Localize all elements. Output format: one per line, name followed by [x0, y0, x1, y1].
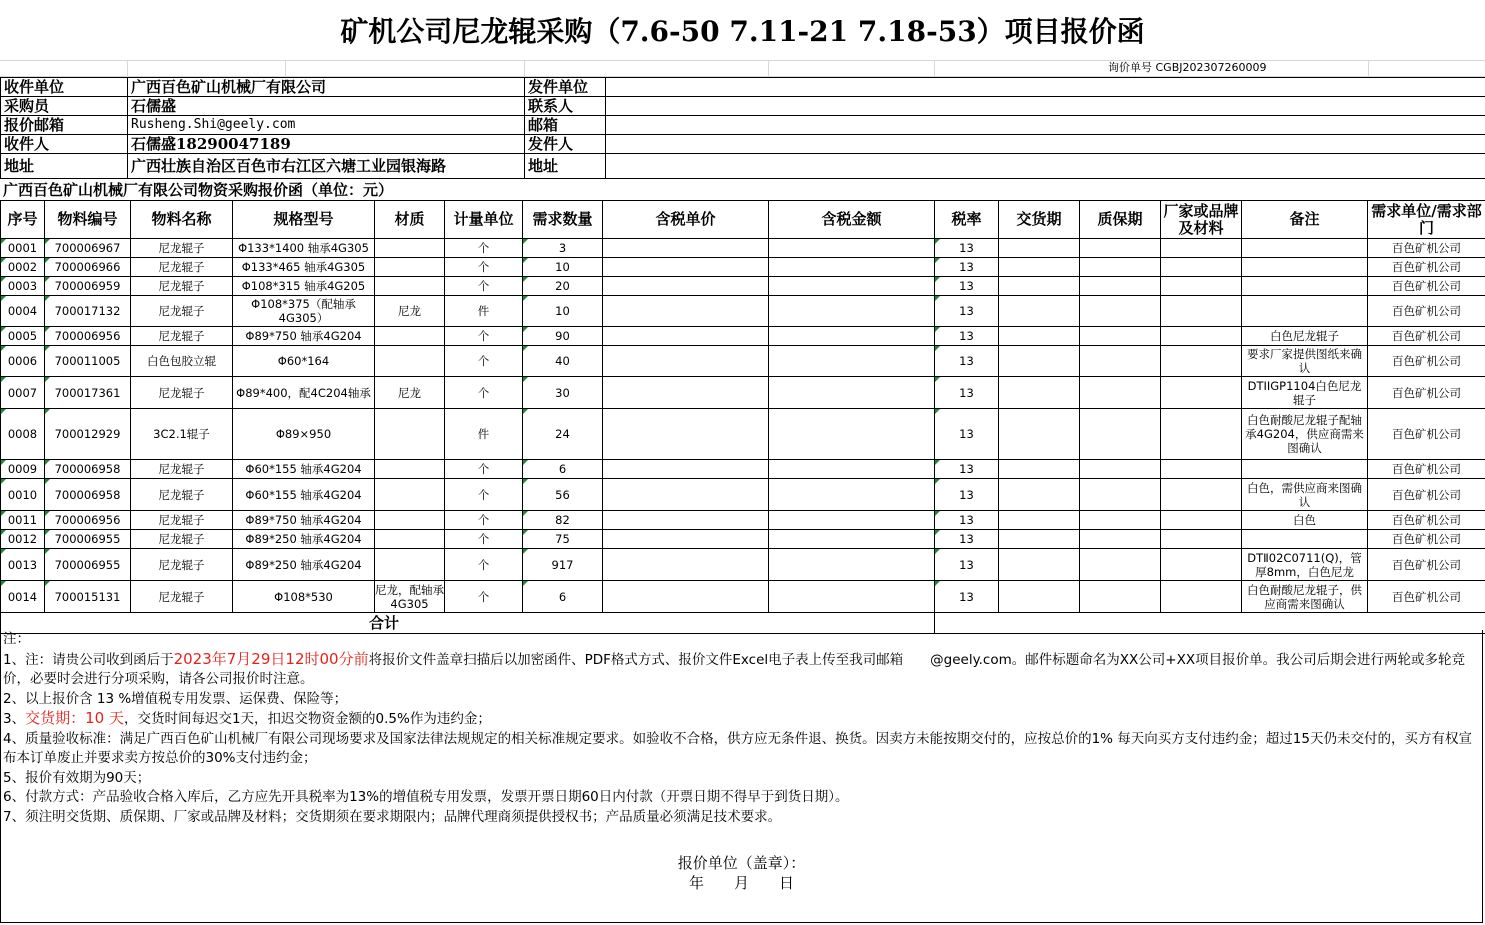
table-cell [1242, 277, 1368, 296]
table-cell [375, 277, 445, 296]
table-cell: 13 [935, 479, 999, 511]
table-cell: 百色矿机公司 [1368, 377, 1485, 409]
header-label: 发件单位 [525, 78, 606, 97]
table-cell: 13 [935, 511, 999, 530]
table-cell: 个 [445, 327, 523, 346]
table-cell: 0002 [1, 258, 45, 277]
table-cell: 尼龙辊子 [131, 581, 233, 613]
table-cell: 百色矿机公司 [1368, 530, 1485, 549]
table-cell: 个 [445, 277, 523, 296]
table-cell[interactable] [999, 346, 1080, 377]
table-cell: Φ60*164 [233, 346, 375, 377]
table-cell [375, 239, 445, 258]
table-cell: 0009 [1, 460, 45, 479]
header-label: 联系人 [525, 97, 606, 116]
table-cell: DTⅡ02C0711(Q)，管厚8mm，白色尼龙 [1242, 549, 1368, 581]
table-cell: 个 [445, 581, 523, 613]
column-header: 含税单价 [603, 201, 769, 239]
table-cell: 白色，需供应商来图确认 [1242, 479, 1368, 511]
header-label: 地址 [1, 154, 128, 179]
table-cell: 百色矿机公司 [1368, 296, 1485, 327]
table-cell: 700006955 [45, 549, 131, 581]
table-cell: 13 [935, 409, 999, 460]
table-cell[interactable] [1080, 479, 1161, 511]
table-cell[interactable] [1080, 239, 1161, 258]
table-row [1, 327, 1485, 346]
table-row [1, 296, 1485, 327]
table-cell[interactable] [603, 296, 769, 327]
table-cell[interactable] [603, 549, 769, 581]
column-header: 物料编号 [45, 201, 131, 239]
table-cell[interactable] [1161, 277, 1242, 296]
header-value[interactable]: 广西壮族自治区百色市右江区六塘工业园银海路 [128, 154, 525, 179]
table-row [1, 346, 1485, 377]
table-cell: 30 [523, 377, 603, 409]
column-header: 序号 [1, 201, 45, 239]
table-cell[interactable] [1080, 549, 1161, 581]
column-header: 税率 [935, 201, 999, 239]
table-cell: 13 [935, 346, 999, 377]
table-cell: 白色包胶立辊 [131, 346, 233, 377]
table-row [1, 479, 1485, 511]
table-cell[interactable] [1161, 581, 1242, 613]
table-cell: 40 [523, 346, 603, 377]
table-cell[interactable] [1080, 530, 1161, 549]
table-cell: Φ108*375（配轴承4G305） [233, 296, 375, 327]
table-cell: 尼龙辊子 [131, 327, 233, 346]
table-cell: 百色矿机公司 [1368, 549, 1485, 581]
table-cell: 0006 [1, 346, 45, 377]
table-cell[interactable] [999, 581, 1080, 613]
table-cell: 0008 [1, 409, 45, 460]
table-cell [375, 549, 445, 581]
table-cell[interactable] [603, 258, 769, 277]
table-cell [375, 479, 445, 511]
signature-block [3, 853, 1480, 893]
header-label: 收件单位 [1, 78, 128, 97]
table-cell[interactable] [1080, 460, 1161, 479]
table-cell [375, 460, 445, 479]
header-label: 收件人 [1, 135, 128, 154]
table-cell: Φ89*750 轴承4G204 [233, 327, 375, 346]
table-cell: 0014 [1, 581, 45, 613]
table-cell: 24 [523, 409, 603, 460]
table-cell[interactable] [1080, 581, 1161, 613]
header-value[interactable]: 石儒盛 [128, 97, 525, 116]
table-cell: 尼龙辊子 [131, 296, 233, 327]
table-cell: 82 [523, 511, 603, 530]
table-cell[interactable] [999, 479, 1080, 511]
table-cell: Φ108*315 轴承4G205 [233, 277, 375, 296]
table-cell: 个 [445, 460, 523, 479]
table-cell: Φ133*465 轴承4G305 [233, 258, 375, 277]
table-cell: 0004 [1, 296, 45, 327]
table-cell[interactable] [999, 460, 1080, 479]
table-cell: 0007 [1, 377, 45, 409]
column-header: 质保期 [1080, 201, 1161, 239]
table-cell[interactable] [1080, 296, 1161, 327]
table-cell: 700017361 [45, 377, 131, 409]
table-cell: 个 [445, 377, 523, 409]
table-cell: 0013 [1, 549, 45, 581]
table-cell: 700006958 [45, 479, 131, 511]
table-cell[interactable] [769, 277, 935, 296]
header-value[interactable] [606, 116, 1485, 135]
table-cell: 700017132 [45, 296, 131, 327]
inquiry-number [1108, 60, 1266, 76]
header-info-table [0, 77, 1485, 179]
table-cell: Φ60*155 轴承4G204 [233, 479, 375, 511]
column-header: 计量单位 [445, 201, 523, 239]
table-cell: 75 [523, 530, 603, 549]
note-3: 3、交货期：10 天，交货时间每迟交1天，扣迟交物资金额的0.5%作为违约金； [3, 709, 491, 727]
table-cell [375, 258, 445, 277]
header-value[interactable] [606, 78, 1485, 97]
header-value[interactable]: 石儒盛18290047189 [128, 135, 525, 154]
table-cell[interactable] [769, 239, 935, 258]
table-cell[interactable] [603, 479, 769, 511]
table-cell: 0010 [1, 479, 45, 511]
table-cell[interactable] [1080, 346, 1161, 377]
table-cell: 13 [935, 327, 999, 346]
page-title: 矿机公司尼龙辊采购（7.6-50 7.11-21 7.18-53）项目报价函 [0, 0, 1485, 61]
table-cell[interactable] [999, 258, 1080, 277]
table-cell[interactable] [1080, 511, 1161, 530]
table-cell[interactable] [999, 377, 1080, 409]
note-5: 5、报价有效期为90天； [3, 769, 151, 786]
table-cell: 白色 [1242, 511, 1368, 530]
inquiry-value: CGBJ202307260009 [1155, 61, 1267, 74]
header-value[interactable]: 广西百色矿山机械厂有限公司 [128, 78, 525, 97]
table-cell [1242, 239, 1368, 258]
header-value[interactable] [606, 154, 1485, 179]
table-cell [375, 530, 445, 549]
table-cell: 700006966 [45, 258, 131, 277]
table-cell[interactable] [603, 460, 769, 479]
table-cell: Φ89*250 轴承4G204 [233, 530, 375, 549]
table-cell[interactable] [769, 460, 935, 479]
table-cell: Φ60*155 轴承4G204 [233, 460, 375, 479]
header-label: 发件人 [525, 135, 606, 154]
column-header: 需求单位/需求部门 [1368, 201, 1485, 239]
table-cell[interactable] [769, 581, 935, 613]
table-row [1, 460, 1485, 479]
table-row [1, 377, 1485, 409]
table-cell: 6 [523, 460, 603, 479]
table-cell: 百色矿机公司 [1368, 277, 1485, 296]
table-cell: 700006959 [45, 277, 131, 296]
table-cell [1242, 296, 1368, 327]
table-cell[interactable] [1080, 327, 1161, 346]
table-cell: 13 [935, 258, 999, 277]
table-cell: 700012929 [45, 409, 131, 460]
table-cell: 尼龙 [375, 296, 445, 327]
table-cell: 0005 [1, 327, 45, 346]
table-cell[interactable] [603, 530, 769, 549]
table-row [1, 530, 1485, 549]
table-row [1, 511, 1485, 530]
table-cell: 尼龙辊子 [131, 530, 233, 549]
table-cell[interactable] [999, 511, 1080, 530]
table-row [1, 239, 1485, 258]
table-cell[interactable] [769, 346, 935, 377]
table-cell[interactable] [1161, 511, 1242, 530]
table-cell: 个 [445, 530, 523, 549]
note-2: 2、以上报价含 13 %增值税专用发票、运保费、保险等； [3, 690, 348, 707]
column-header: 物料名称 [131, 201, 233, 239]
table-cell[interactable] [603, 409, 769, 460]
table-cell: 尼龙辊子 [131, 549, 233, 581]
table-cell[interactable] [603, 346, 769, 377]
table-cell: 白色耐酸尼龙辊子配轴承4G204，供应商需来图确认 [1242, 409, 1368, 460]
table-cell[interactable] [999, 296, 1080, 327]
column-header: 交货期 [999, 201, 1080, 239]
table-cell[interactable] [769, 296, 935, 327]
table-cell: 百色矿机公司 [1368, 581, 1485, 613]
table-cell: 白色尼龙辊子 [1242, 327, 1368, 346]
table-cell[interactable] [1161, 327, 1242, 346]
header-row [1, 135, 1485, 154]
table-cell[interactable] [1161, 239, 1242, 258]
table-cell: 件 [445, 296, 523, 327]
table-cell: 20 [523, 277, 603, 296]
column-header: 需求数量 [523, 201, 603, 239]
table-subtitle: 广西百色矿山机械厂有限公司物资采购报价函（单位：元） [3, 181, 394, 199]
column-header: 含税金额 [769, 201, 935, 239]
table-cell: 百色矿机公司 [1368, 460, 1485, 479]
total-label: 合计 [1, 613, 935, 634]
header-row [1, 78, 1485, 97]
table-cell: 尼龙 [375, 377, 445, 409]
table-cell[interactable] [603, 327, 769, 346]
table-cell: 个 [445, 346, 523, 377]
table-cell[interactable] [1080, 377, 1161, 409]
table-cell[interactable] [769, 479, 935, 511]
table-cell: 尼龙辊子 [131, 479, 233, 511]
table-cell [1242, 460, 1368, 479]
table-cell[interactable] [769, 409, 935, 460]
table-cell: 尼龙辊子 [131, 511, 233, 530]
table-cell[interactable] [1080, 277, 1161, 296]
table-cell[interactable] [603, 377, 769, 409]
table-cell[interactable] [999, 530, 1080, 549]
table-cell[interactable] [603, 511, 769, 530]
header-label: 地址 [525, 154, 606, 179]
header-label: 采购员 [1, 97, 128, 116]
header-value[interactable] [606, 135, 1485, 154]
table-cell: 700006956 [45, 511, 131, 530]
table-cell [375, 409, 445, 460]
note-7: 7、须注明交货期、质保期、厂家或品牌及材料；交货期须在要求期限内；品牌代理商须提供授权书；产品质量必须满足技术要求。 [3, 808, 782, 825]
table-cell: 尼龙辊子 [131, 377, 233, 409]
table-cell [375, 511, 445, 530]
table-cell: 700006958 [45, 460, 131, 479]
header-value[interactable] [606, 97, 1485, 116]
table-cell: 0003 [1, 277, 45, 296]
table-cell: 700015131 [45, 581, 131, 613]
table-cell: 3C2.1辊子 [131, 409, 233, 460]
table-cell: 90 [523, 327, 603, 346]
table-cell: 700006956 [45, 327, 131, 346]
table-cell: 尼龙，配轴承4G305 [375, 582, 444, 611]
delivery-period-text: 交货期：10 天 [25, 709, 124, 727]
table-cell: 10 [523, 258, 603, 277]
notes-heading: 注： [3, 631, 30, 647]
table-cell[interactable] [769, 258, 935, 277]
inquiry-label: 询价单号 [1108, 61, 1152, 74]
table-cell[interactable] [999, 239, 1080, 258]
table-cell[interactable] [603, 239, 769, 258]
deadline-text: 2023年7月29日12时00分前 [173, 649, 369, 668]
table-cell: 百色矿机公司 [1368, 409, 1485, 460]
table-cell: Φ89*750 轴承4G204 [233, 511, 375, 530]
table-cell: 6 [523, 581, 603, 613]
table-cell: 13 [935, 277, 999, 296]
table-cell: Φ89*400，配4C204轴承 [233, 377, 375, 409]
table-cell: 13 [935, 296, 999, 327]
table-cell: 个 [445, 549, 523, 581]
table-cell [1242, 258, 1368, 277]
table-cell: 个 [445, 479, 523, 511]
table-row [1, 409, 1485, 460]
table-cell [1242, 530, 1368, 549]
table-row [1, 549, 1485, 581]
table-cell[interactable] [603, 581, 769, 613]
table-cell: 个 [445, 239, 523, 258]
table-cell: 917 [523, 549, 603, 581]
table-cell: Φ89*250 轴承4G204 [233, 549, 375, 581]
column-header-row [1, 201, 1485, 239]
note-4: 4、质量验收标准：满足广西百色矿山机械厂有限公司现场要求及国家法律法规规定的相关标准规定要求。如验收不合格，供方应无条件退、换货。因卖方未能按期交付的，应按总价的1% 每天向买方支付违约金；超过15天仍未交付的，买方有权宣布本订单废止并要求卖方按总价的30%支付违约金； [3, 730, 1472, 766]
signature-date: 年 月 日 [688, 874, 794, 892]
column-header: 规格型号 [233, 201, 375, 239]
table-cell: Φ133*1400 轴承4G305 [233, 239, 375, 258]
table-cell: 尼龙辊子 [131, 239, 233, 258]
table-cell[interactable] [999, 277, 1080, 296]
table-cell: 13 [935, 377, 999, 409]
table-cell: 3 [523, 239, 603, 258]
table-cell: 件 [445, 409, 523, 460]
table-cell[interactable] [999, 327, 1080, 346]
table-cell[interactable] [769, 377, 935, 409]
table-cell: 百色矿机公司 [1368, 258, 1485, 277]
header-row [1, 97, 1485, 116]
table-cell: 尼龙辊子 [131, 258, 233, 277]
signature-unit: 报价单位（盖章）： [677, 854, 806, 872]
table-cell[interactable] [1161, 346, 1242, 377]
table-cell: 百色矿机公司 [1368, 479, 1485, 511]
table-cell: 700006967 [45, 239, 131, 258]
table-cell: 10 [523, 296, 603, 327]
table-cell[interactable] [769, 530, 935, 549]
table-row [1, 581, 1485, 613]
table-cell: 13 [935, 239, 999, 258]
table-cell: 13 [935, 530, 999, 549]
table-cell: 56 [523, 479, 603, 511]
table-row [1, 277, 1485, 296]
table-cell[interactable] [1161, 479, 1242, 511]
table-cell: 尼龙辊子 [131, 277, 233, 296]
table-cell: 白色耐酸尼龙辊子，供应商需来图确认 [1242, 581, 1368, 613]
table-cell[interactable] [1161, 377, 1242, 409]
table-cell [375, 346, 445, 377]
table-cell[interactable] [769, 549, 935, 581]
table-cell: 700006955 [45, 530, 131, 549]
table-cell[interactable] [603, 277, 769, 296]
header-label: 邮箱 [525, 116, 606, 135]
table-cell[interactable] [1161, 549, 1242, 581]
table-cell: Φ89×950 [233, 409, 375, 460]
table-cell: 尼龙辊子 [131, 460, 233, 479]
table-cell: 0012 [1, 530, 45, 549]
table-cell: 个 [445, 258, 523, 277]
table-cell[interactable] [1080, 409, 1161, 460]
table-cell: 个 [445, 511, 523, 530]
table-cell[interactable] [999, 549, 1080, 581]
table-cell[interactable] [769, 511, 935, 530]
table-cell: 13 [935, 581, 999, 613]
table-cell: 百色矿机公司 [1368, 511, 1485, 530]
table-cell: 700011005 [45, 346, 131, 377]
table-cell [375, 327, 445, 346]
table-cell: 13 [935, 549, 999, 581]
header-value[interactable]: Rusheng.Shi@geely.com [128, 116, 525, 135]
header-label: 报价邮箱 [1, 116, 128, 135]
note-6: 6、付款方式：产品验收合格入库后，乙方应先开具税率为13%的增值税专用发票，发票开票日期60日内付款（开票日期不得早于到货日期）。 [3, 789, 849, 805]
table-cell: DTIIGP1104白色尼龙辊子 [1242, 377, 1368, 409]
table-cell[interactable] [1161, 409, 1242, 460]
table-cell: 13 [935, 460, 999, 479]
table-cell: 百色矿机公司 [1368, 239, 1485, 258]
table-cell: 0001 [1, 239, 45, 258]
table-cell: 要求厂家提供图纸来确认 [1242, 346, 1368, 377]
header-row [1, 116, 1485, 135]
table-row [1, 258, 1485, 277]
table-cell: 百色矿机公司 [1368, 327, 1485, 346]
column-header: 厂家或品牌及材料 [1161, 201, 1242, 239]
quotation-table [0, 200, 1485, 634]
table-cell: Φ108*530 [233, 581, 375, 613]
table-cell[interactable] [1161, 530, 1242, 549]
header-row [1, 154, 1485, 179]
table-cell[interactable] [1161, 258, 1242, 277]
table-cell[interactable] [769, 327, 935, 346]
table-cell[interactable] [1080, 258, 1161, 277]
table-cell[interactable] [999, 409, 1080, 460]
notes-section [0, 630, 1483, 923]
table-cell: 百色矿机公司 [1368, 346, 1485, 377]
table-cell[interactable] [1161, 460, 1242, 479]
column-header: 备注 [1242, 201, 1368, 239]
table-cell: 0011 [1, 511, 45, 530]
column-header: 材质 [375, 201, 445, 239]
note-1: 1、注：请贵公司收到函后于2023年7月29日12时00分前将报价文件盖章扫描后以加密函件、PDF格式方式、报价文件Excel电子表上传至我司邮箱 @geely.com。邮件标题命名为XX公司+XX项目报价单。我公司后期会进行两轮或多轮竞价，必要时会进行分项采购，请各公司报价时注意。 [3, 649, 1466, 687]
table-cell[interactable] [1161, 296, 1242, 327]
